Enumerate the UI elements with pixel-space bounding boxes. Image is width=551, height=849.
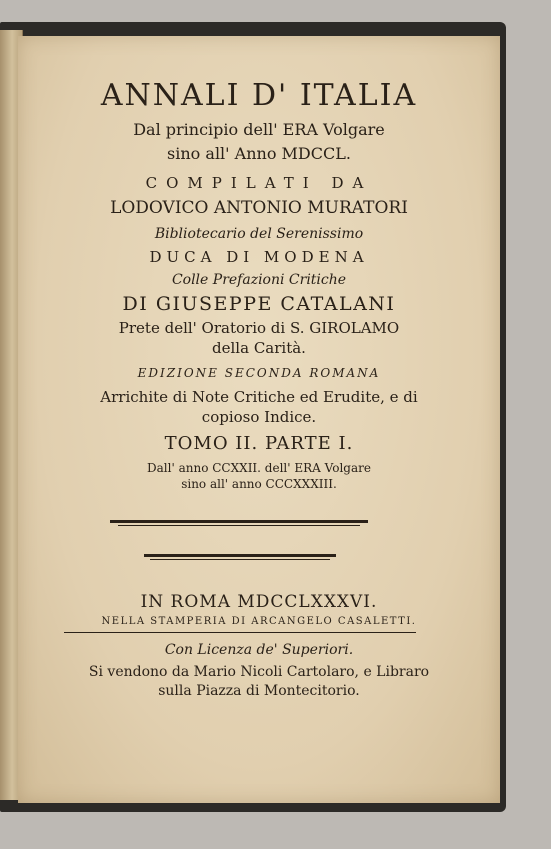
ornamental-rule-top-thin	[118, 525, 360, 526]
ornamental-rule-top	[110, 520, 368, 523]
range-line-2: sino all' anno CCCXXXIII.	[181, 477, 337, 491]
notes-line-2: copioso Indice.	[201, 408, 317, 426]
printer-line: NELLA STAMPERIA DI ARCANGELO CASALETTI.	[101, 616, 417, 627]
duchy-line: DUCA DI MODENA	[149, 248, 369, 266]
place-date: IN ROMA MDCCLXXXVI.	[140, 592, 378, 612]
ornamental-rule-bottom-thin	[150, 559, 330, 560]
ornamental-rule-bottom	[144, 554, 336, 557]
title-page	[18, 36, 500, 803]
seller-line-2: sulla Piazza di Montecitorio.	[158, 683, 360, 699]
compiled-by: COMPILATI DA	[145, 174, 373, 192]
seller-line-1: Si vendono da Mario Nicoli Cartolaro, e Libraro	[88, 664, 430, 680]
editor-name: DI GIUSEPPE CATALANI	[122, 293, 396, 315]
volume-line: TOMO II. PARTE I.	[164, 433, 354, 454]
license-line: Con Licenza de' Superiori.	[164, 642, 354, 658]
author-role: Bibliotecario del Serenissimo	[154, 226, 364, 242]
edition-line: EDIZIONE SECONDA ROMANA	[137, 366, 381, 380]
editor-role-line-1: Prete dell' Oratorio di S. GIROLAMO	[118, 319, 400, 337]
editor-role-line-2: della Carità.	[212, 339, 306, 357]
notes-line-1: Arrichite di Note Critiche ed Erudite, e di	[100, 388, 418, 406]
subtitle-line-2: sino all' Anno MDCCL.	[167, 144, 351, 163]
book-title: ANNALI D' ITALIA	[100, 78, 418, 113]
imprint-divider	[64, 632, 416, 633]
author-name: LODOVICO ANTONIO MURATORI	[110, 198, 408, 218]
subtitle-line-1: Dal principio dell' ERA Volgare	[133, 120, 385, 139]
prefaces-line: Colle Prefazioni Critiche	[171, 272, 347, 288]
range-line-1: Dall' anno CCXXII. dell' ERA Volgare	[147, 461, 371, 475]
